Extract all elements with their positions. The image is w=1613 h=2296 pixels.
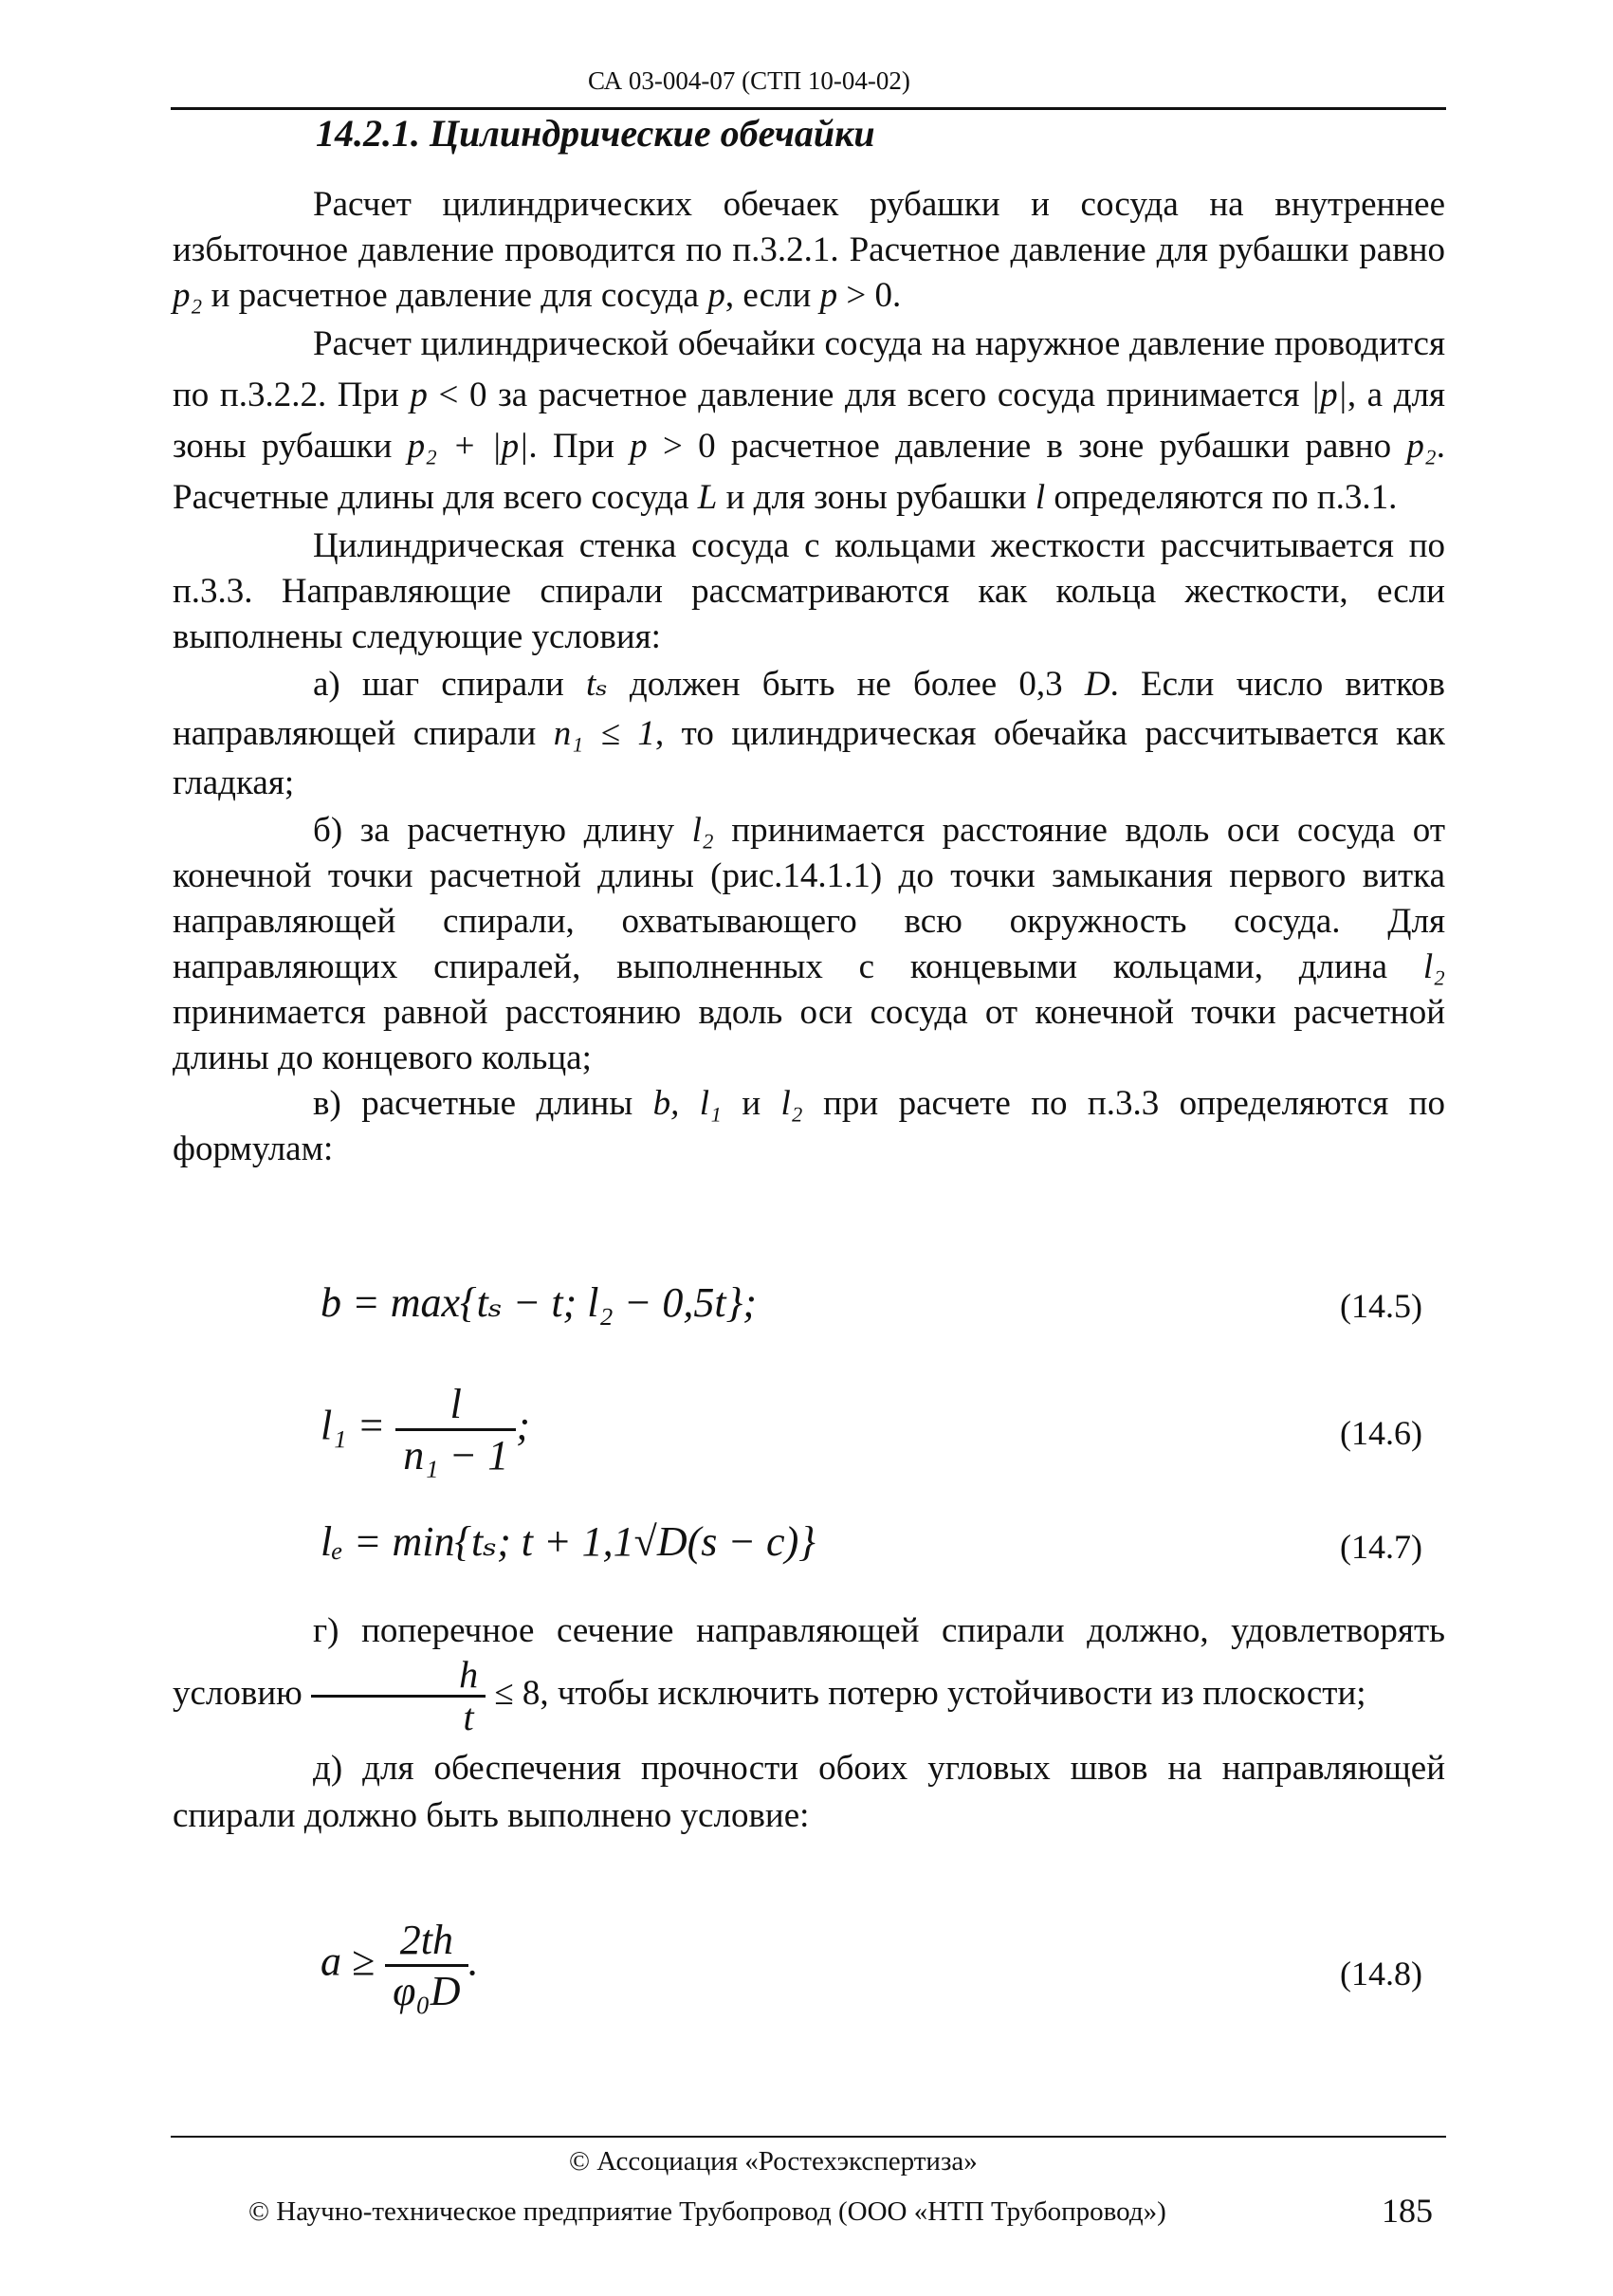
formula-14-5: b = max{tₛ − t; l₂ − 0,5t}; <box>321 1279 757 1326</box>
fraction: $\frac{2th}{\text{φ₀D}}$ <box>385 1916 467 2015</box>
section-title: 14.2.1. Цилиндрические обечайки <box>316 112 875 155</box>
footer-rule <box>171 2136 1446 2138</box>
footer-copyright-2: © Научно-техническое предприятие Трубопровод (ООО «НТП Трубопровод») <box>248 2196 1166 2227</box>
formula-number-14-5: (14.5) <box>1340 1287 1422 1325</box>
fraction: $\frac{l}{\text{n₁ − 1}}$ <box>395 1380 516 1479</box>
formula-number-14-7: (14.7) <box>1340 1528 1422 1566</box>
paragraph-external-pressure: Расчет цилиндрической обечайки сосуда на наружное давление проводится по п.3.2.2. При p < 0 за расчетное давление для всего сосуда принимается |p|, а для зоны рубашки p₂ + |p|. При p > 0 расчетное давление в зоне рубашки равно p₂. Расчетные длины для всего сосуда L и для зоны рубашки l определяются по п.3.1. <box>173 324 1445 517</box>
formula-14-7: lₑ = min{tₛ; t + 1,1√D(s − c)} <box>321 1518 816 1565</box>
paragraph-condition-g: г) поперечное сечение направляющей спирали должно, удовлетворять условию $\frac{h}{t}$ ≤ 8, чтобы исключить потерю устойчивости из плоскости; <box>173 1611 1445 1738</box>
formula-number-14-6: (14.6) <box>1340 1414 1422 1452</box>
body-text <box>173 182 1445 1172</box>
formula-14-8: a ≥ $\frac{2th}{\text{φ₀D}}$ . <box>321 1917 479 2014</box>
paragraph-internal-pressure: Расчет цилиндрических обечаек рубашки и сосуда на внутреннее избыточное давление проводится по п.3.2.1. Расчетное давление для рубашки равно p₂ и расчетное давление для сосуда p, если p > 0. <box>173 185 1445 315</box>
paragraph-condition-d: д) для обеспечения прочности обоих угловых швов на направляющей спирали должно быть выполнено условие: <box>173 1749 1445 1835</box>
footer-copyright-1: © Ассоциация «Ростехэкспертиза» <box>569 2146 978 2177</box>
formula-number-14-8: (14.8) <box>1340 1955 1422 1993</box>
paragraph-condition-a: а) шаг спирали tₛ должен быть не более 0,3 D. Если число витков направляющей спирали n₁ ≤ 1, то цилиндрическая обечайка рассчитывается как гладкая; <box>173 665 1446 802</box>
header-rule <box>171 107 1446 110</box>
paragraph-condition-v: в) расчетные длины b, l₁ и l₂ при расчете по п.3.3 определяются по формулам: <box>173 1084 1445 1168</box>
paragraph-stiffening-rings: Цилиндрическая стенка сосуда с кольцами жесткости рассчитывается по п.3.3. Направляющие спирали рассматриваются как кольца жесткости, если выполнены следующие условия: <box>173 526 1445 656</box>
page-number: 185 <box>1382 2192 1433 2230</box>
paragraph-condition-b: б) за расчетную длину l₂ принимается расстояние вдоль оси сосуда от конечной точки расчетной длины (рис.14.1.1) до точки замыкания первого витка направляющей спирали, охватывающего всю окружность сосуда. Для направляющих спиралей, выполненных с концевыми кольцами, длина l₂ принимается равной расстоянию вдоль оси сосуда от конечной точки расчетной длины до концевого кольца; <box>173 811 1445 1077</box>
document-code: СА 03-004-07 (СТП 10-04-02) <box>588 66 910 95</box>
body-text-2 <box>173 1607 1445 1840</box>
formula-14-6: l₁ = $\frac{l}{\text{n₁ − 1}}$ ; <box>321 1381 530 1479</box>
ratio-h-over-t: $\frac{h}{t}$ <box>311 1655 486 1737</box>
